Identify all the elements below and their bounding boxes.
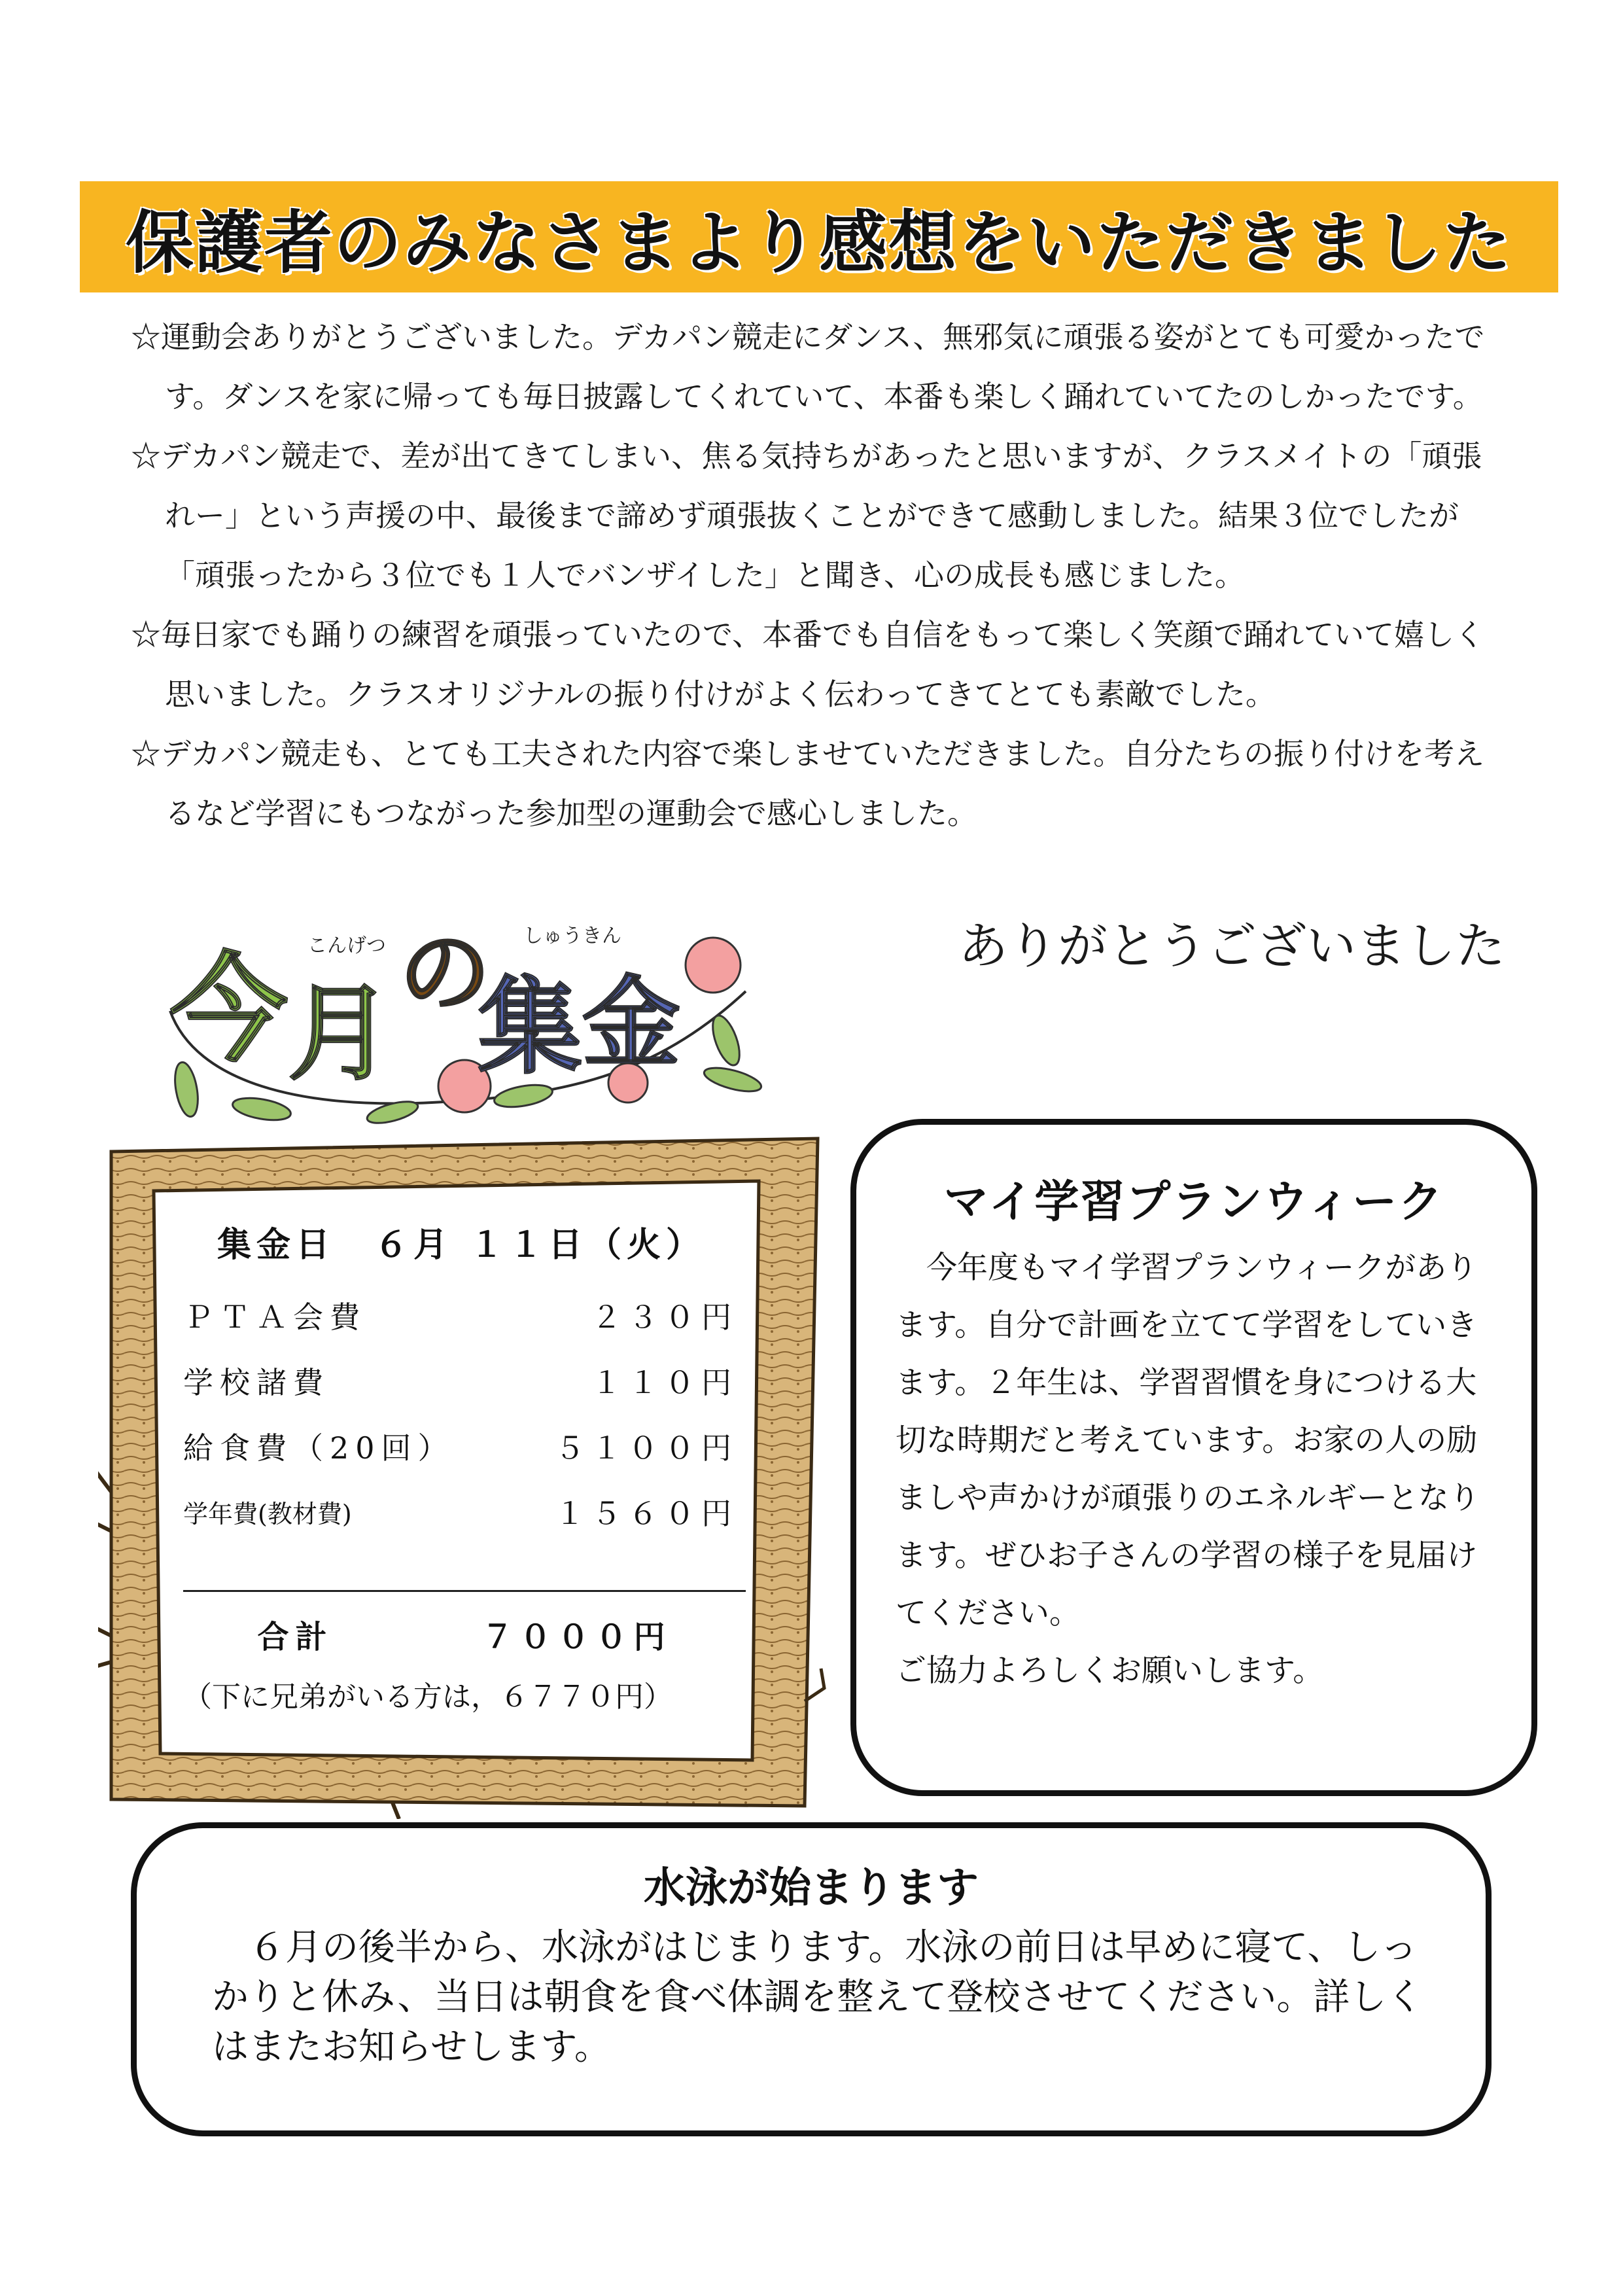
comment-item: ☆毎日家でも踊りの練習を頑張っていたので、本番でも自信をもって楽しく笑顔で踊れていて嬉しく思いました。クラスオリジナルの振り付けがよく伝わってきてとても素敵でした。 xyxy=(131,617,1485,712)
total-label: 合計 xyxy=(257,1618,334,1655)
ruby-text: こんげつ xyxy=(307,934,386,957)
plan-body xyxy=(896,1239,1504,1700)
title-char: 金 xyxy=(582,966,681,1080)
fee-label: 学校諸費 xyxy=(183,1365,330,1400)
branch-icon xyxy=(393,1803,399,1819)
swimming-box xyxy=(131,1822,1492,2136)
comment-item: ☆運動会ありがとうございました。デカパン競走にダンス、無邪気に頑張る姿がとても可愛かったです。ダンスを家に帰っても毎日披露してくれていて、本番も楽しく踊れていてたのしかったです。 xyxy=(131,319,1485,414)
fee-row xyxy=(183,1479,746,1544)
divider xyxy=(183,1590,746,1592)
leaf-icon xyxy=(702,1063,763,1096)
fee-row xyxy=(183,1282,746,1348)
branch-icon xyxy=(98,1610,111,1669)
title-char: の xyxy=(399,920,491,1027)
comment-item: ☆デカパン競走で、差が出てきてしまい、焦る気持ちがあったと思いますが、クラスメイトの「頑張れー」という声援の中、最後まで諦めず頑張抜くことができて感動しました。結果３位でしたが「頑張ったから３位でも１人でバンザイした」と聞き、心の成長も感じました。 xyxy=(131,438,1482,593)
ruby-text: しゅうきん xyxy=(523,925,621,947)
fee-label: ＰＴＡ会費 xyxy=(183,1299,366,1335)
leaf-icon xyxy=(707,1012,744,1069)
learning-plan-box xyxy=(850,1119,1537,1796)
comment-item: ☆デカパン競走も、とても工夫された内容で楽しませていただきました。自分たちの振り付けを考えるなど学習にもつながった参加型の運動会で感心しました。 xyxy=(131,736,1485,831)
fee-amount: １５６０円 xyxy=(555,1496,738,1531)
plan-text: 今年度もマイ学習プランウィークがあります。自分で計画を立てて学習をしていきます。２年生は、学習習慣を身につける大切な時期だと考えています。お家の人の励ましや声かけが頑張りのエネルギーとなります。ぜひお子さんの学習の様子を見届けてください。 xyxy=(896,1250,1480,1631)
title-char: 集 xyxy=(478,966,583,1088)
fee-amount: １１０円 xyxy=(591,1365,738,1400)
leaf-icon xyxy=(231,1094,292,1123)
fee-amount: ２３０円 xyxy=(591,1299,738,1335)
plan-title: マイ学習プランウィーク xyxy=(943,1176,1444,1228)
parent-comments xyxy=(131,308,1505,843)
swim-body: ６月の後半から、水泳がはじまります。水泳の前日は早めに寝て、しっかりと休み、当日は朝食を食べ体調を整えて登校させてください。詳しくはまたお知らせします。 xyxy=(212,1926,1423,2068)
collection-date: 集金日 ６月 １１日（火） xyxy=(217,1226,706,1265)
fee-label: 学年費(教材費) xyxy=(183,1499,352,1528)
header-banner xyxy=(80,181,1558,292)
thanks-text: ありがとうございました xyxy=(958,917,1505,975)
title-char: 月 xyxy=(288,972,393,1095)
title-char: 今 xyxy=(170,942,288,1078)
monthly-collection-title xyxy=(157,913,798,1129)
sibling-note: （下に兄弟がいる方は，６７７０円） xyxy=(183,1680,672,1714)
fee-table xyxy=(183,1217,746,1715)
total-amount: ７０００円 xyxy=(481,1618,672,1655)
fee-amount: ５１００円 xyxy=(555,1430,738,1466)
branch-icon xyxy=(98,1466,111,1531)
fee-row xyxy=(183,1413,746,1479)
fee-label: 給食費（20回） xyxy=(183,1430,455,1466)
swim-title: 水泳が始まります xyxy=(644,1864,979,1913)
plan-closing: ご協力よろしくお願いします。 xyxy=(896,1653,1324,1689)
fee-total-row xyxy=(183,1601,746,1667)
fee-row xyxy=(183,1348,746,1413)
leaf-icon xyxy=(365,1097,420,1127)
flower-icon xyxy=(686,938,741,993)
page-title: 保護者のみなさまより感想をいただきました xyxy=(125,203,1512,283)
